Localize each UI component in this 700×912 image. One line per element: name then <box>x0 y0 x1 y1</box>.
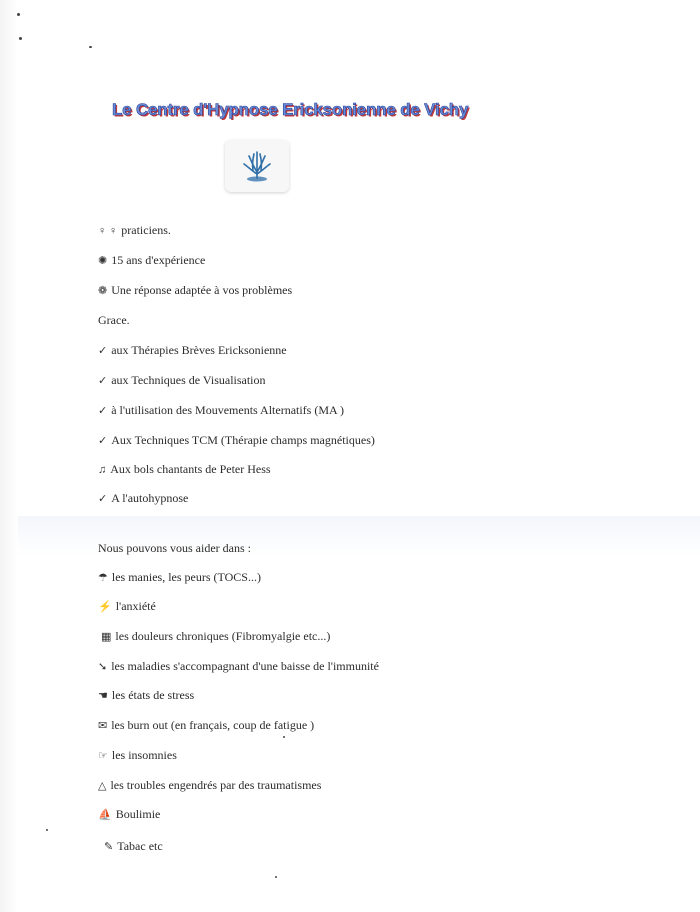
triangle-icon: △ <box>98 780 107 792</box>
line-text: Une réponse adaptée à vos problèmes <box>111 283 293 297</box>
check-icon: ✓ <box>98 375 108 387</box>
intro-line <box>98 490 188 506</box>
grid-icon: ▦ <box>101 631 112 643</box>
line-text: les états de stress <box>111 688 195 702</box>
line-text: les manies, les peurs (TOCS...) <box>111 570 261 584</box>
scan-speck <box>19 37 22 40</box>
scan-edge-shadow <box>0 0 18 912</box>
music-note-icon: ♫ <box>98 464 107 476</box>
line-text: les troubles engendrés par des traumatismes <box>110 778 322 792</box>
help-line <box>101 628 330 644</box>
arrow-down-right-icon: ➘ <box>98 661 108 673</box>
line-text: les maladies s'accompagnant d'une baisse de l'immunité <box>111 659 379 673</box>
check-icon: ✓ <box>98 405 108 417</box>
line-text: les insomnies <box>111 748 177 762</box>
sun-icon: ✺ <box>98 255 108 267</box>
line-text: Tabac etc <box>117 839 163 853</box>
help-line <box>98 747 177 763</box>
help-line <box>98 687 194 703</box>
scan-speck <box>275 876 277 878</box>
intro-line <box>98 402 344 418</box>
scan-speck <box>283 736 285 738</box>
line-text: praticiens. <box>121 223 171 237</box>
help-line <box>98 540 251 556</box>
line-text: Grace. <box>98 313 130 327</box>
line-text: 15 ans d'expérience <box>111 253 206 267</box>
lightning-icon: ⚡ <box>98 601 112 613</box>
line-text: Nous pouvons vous aider dans : <box>98 541 251 555</box>
person-pair-icon: ♀ ♀ <box>98 225 118 237</box>
document-title: Le Centre d'Hypnose Ericksonienne de Vichy <box>112 100 469 119</box>
scan-speck <box>17 13 20 16</box>
line-text: aux Techniques de Visualisation <box>111 373 266 387</box>
umbrella-icon: ☂ <box>98 572 108 584</box>
intro-line <box>98 252 205 268</box>
help-line <box>98 569 261 585</box>
line-text: l'anxiété <box>115 599 156 613</box>
intro-line <box>98 372 266 388</box>
line-text: à l'utilisation des Mouvements Alternatifs (MA ) <box>111 403 345 417</box>
help-line <box>98 806 160 822</box>
cigarette-icon: ✎ <box>104 841 114 853</box>
intro-line <box>98 461 271 477</box>
line-text: les douleurs chroniques (Fibromyalgie etc...) <box>115 629 331 643</box>
scan-speck <box>46 829 48 831</box>
help-line <box>98 777 321 793</box>
check-icon: ✓ <box>98 493 108 505</box>
help-line <box>98 658 379 674</box>
line-text: Aux Techniques TCM (Thérapie champs magnétiques) <box>111 433 375 447</box>
flower-icon: ❁ <box>98 285 108 297</box>
intro-line <box>98 342 287 358</box>
line-text: A l'autohypnose <box>111 491 189 505</box>
logo <box>225 140 289 192</box>
line-text: les burn out (en français, coup de fatigue ) <box>111 718 315 732</box>
scan-speck <box>89 46 92 48</box>
line-text: Boulimie <box>115 807 161 821</box>
help-line <box>98 598 156 614</box>
hand-pointing-icon: ☚ <box>98 690 108 702</box>
check-icon: ✓ <box>98 345 108 357</box>
help-line <box>98 717 314 733</box>
fountain-logo-icon <box>241 148 273 184</box>
intro-line <box>98 222 171 238</box>
line-text: aux Thérapies Brèves Ericksonienne <box>111 343 287 357</box>
intro-line <box>98 282 292 298</box>
help-line <box>104 838 163 854</box>
line-text: Aux bols chantants de Peter Hess <box>110 462 271 476</box>
intro-line <box>98 432 375 448</box>
boat-icon: ⛵ <box>98 809 112 821</box>
hand-pointing-right-icon: ☞ <box>98 750 108 762</box>
intro-line <box>98 312 130 328</box>
envelope-icon: ✉ <box>98 720 108 732</box>
check-icon: ✓ <box>98 435 108 447</box>
